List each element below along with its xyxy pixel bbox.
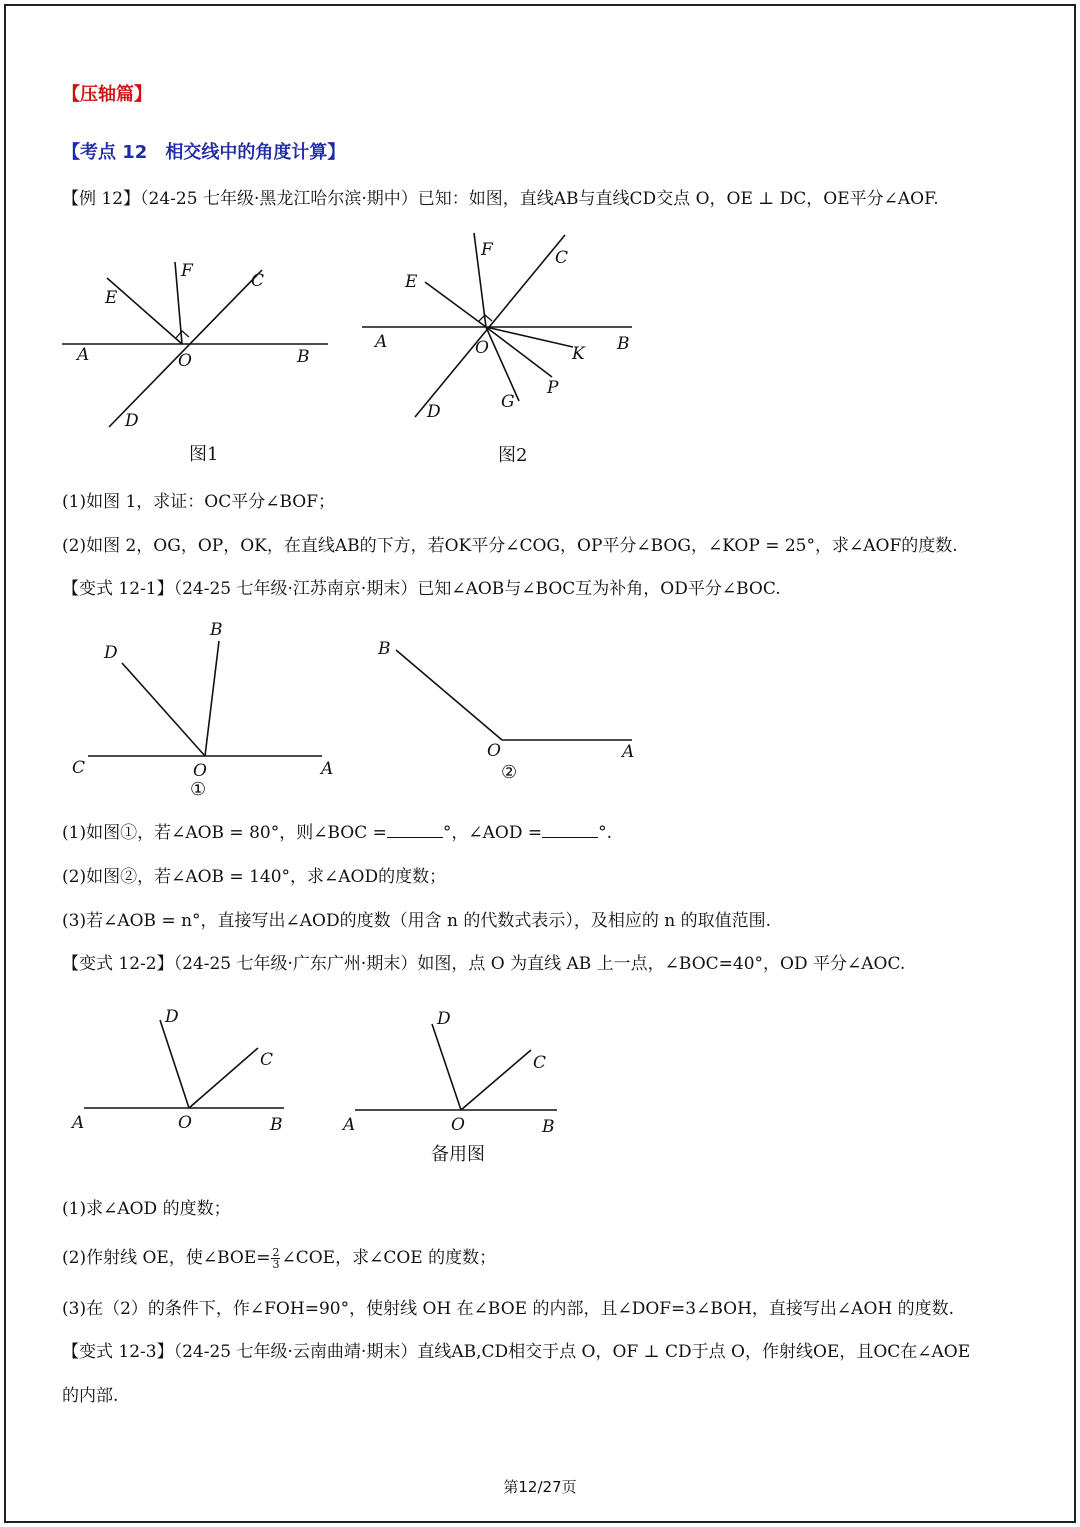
fig2-label-b: B xyxy=(617,334,630,354)
answer-blank-boc[interactable] xyxy=(387,823,443,838)
example-12-figure-1 xyxy=(55,240,345,470)
example-12-text: 已知：如图，直线AB与直线CD交点 O，OE ⊥ DC，OE平分∠AOF. xyxy=(417,189,939,209)
v1-fig1-label-o: O xyxy=(193,761,207,781)
fraction-denominator: 3 xyxy=(272,1258,280,1271)
fig1-label-o: O xyxy=(178,351,192,371)
variant-12-1-label: 【变式 12-1】 xyxy=(62,579,174,599)
variant-12-3-stem xyxy=(62,1341,970,1363)
fig1-label-f: F xyxy=(181,261,193,281)
variant-12-2-q2 xyxy=(62,1247,496,1270)
example-12-q1: (1)如图 1，求证：OC平分∠BOF； xyxy=(62,492,336,512)
v1-fig2-label-a: A xyxy=(622,742,635,762)
variant-12-1-figure-2 xyxy=(370,630,650,790)
section-title: 【压轴篇】 xyxy=(62,84,152,105)
v2-fig1-label-d: D xyxy=(165,1007,179,1027)
v2-fig1-label-a: A xyxy=(72,1113,85,1133)
v1-fig1-label-c: C xyxy=(72,758,86,778)
v2-fig1-label-o: O xyxy=(178,1113,192,1133)
fraction-two-thirds xyxy=(271,1247,280,1270)
v1-fig1-label-b: B xyxy=(210,620,223,640)
v1-q1-part-c: °. xyxy=(598,823,613,843)
fraction-numerator: 2 xyxy=(272,1246,280,1259)
example-12-source: （24-25 七年级·黑龙江哈尔滨·期中） xyxy=(140,189,418,209)
fig2-label-d: D xyxy=(427,402,441,422)
variant-12-1-text: 已知∠AOB与∠BOC互为补角，OD平分∠BOC. xyxy=(417,579,781,599)
fig1-label-c: C xyxy=(251,271,265,291)
variant-12-2-stem xyxy=(62,953,905,975)
v2-fig1-label-c: C xyxy=(260,1050,274,1070)
v1-fig2-caption: ② xyxy=(501,762,518,783)
variant-12-2-label: 【变式 12-2】 xyxy=(62,954,174,974)
variant-12-2-q1: (1)求∠AOD 的度数； xyxy=(62,1199,231,1219)
v2-fig2-label-c: C xyxy=(533,1053,547,1073)
v1-q1-part-a: (1)如图①，若∠AOB = 80°，则∠BOC = xyxy=(62,823,387,843)
variant-12-3-source: （24-25 七年级·云南曲靖·期末） xyxy=(173,1342,418,1362)
variant-12-1-q3: (3)若∠AOB = n°，直接写出∠AOD的度数（用含 n 的代数式表示），及相应的 n 的取值范围. xyxy=(62,911,772,931)
fig1-label-e: E xyxy=(105,288,118,308)
fig2-label-p: P xyxy=(547,378,559,398)
fig1-label-d: D xyxy=(125,411,139,431)
variant-12-1-stem xyxy=(62,578,781,600)
variant-12-2-source: （24-25 七年级·广东广州·期末） xyxy=(173,954,418,974)
fig2-label-f: F xyxy=(481,240,493,260)
variant-12-1-q2: (2)如图②，若∠AOB = 140°，求∠AOD的度数； xyxy=(62,867,447,887)
fig1-label-a: A xyxy=(77,345,90,365)
fig2-label-k: K xyxy=(572,344,585,364)
answer-blank-aod[interactable] xyxy=(542,823,598,838)
variant-12-1-source: （24-25 七年级·江苏南京·期末） xyxy=(173,579,418,599)
v2-fig2-label-d: D xyxy=(437,1009,451,1029)
example-12-q2: (2)如图 2，OG，OP，OK，在直线AB的下方，若OK平分∠COG，OP平分∠BOG，∠KOP = 25°，求∠AOF的度数. xyxy=(62,536,958,556)
v2-fig2-label-b: B xyxy=(542,1117,555,1137)
variant-12-2-q3: (3)在（2）的条件下，作∠FOH=90°，使射线 OH 在∠BOE 的内部，且∠DOF=3∠BOH，直接写出∠AOH 的度数. xyxy=(62,1299,955,1319)
example-12-figure-2 xyxy=(355,225,655,470)
fig2-label-a: A xyxy=(375,332,388,352)
v2-fig2-label-a: A xyxy=(343,1115,356,1135)
page-number: 第12/27页 xyxy=(503,1478,577,1496)
v2-fig2-label-o: O xyxy=(451,1115,465,1135)
v2-fig1-label-b: B xyxy=(270,1115,283,1135)
fig2-label-g: G xyxy=(501,392,515,412)
fig2-label-o: O xyxy=(475,338,489,358)
variant-12-2-text: 如图，点 O 为直线 AB 上一点，∠BOC=40°，OD 平分∠AOC. xyxy=(417,954,906,974)
fig2-caption: 图2 xyxy=(498,445,528,466)
variant-12-2-figure-2 xyxy=(335,1000,575,1170)
variant-12-3-stem-cont: 的内部. xyxy=(62,1386,119,1406)
v1-fig1-caption: ① xyxy=(190,779,207,800)
example-12-stem xyxy=(62,188,939,210)
fig1-caption: 图1 xyxy=(189,444,219,465)
variant-12-1-q1 xyxy=(62,822,612,844)
variant-12-3-text: 直线AB,CD相交于点 O，OF ⊥ CD于点 O，作射线OE，且OC在∠AOE xyxy=(417,1342,971,1362)
v1-fig2-label-b: B xyxy=(378,639,391,659)
variant-12-3-label: 【变式 12-3】 xyxy=(62,1342,174,1362)
v1-fig1-label-a: A xyxy=(321,759,334,779)
fig1-label-b: B xyxy=(297,347,310,367)
v1-q1-part-b: °，∠AOD = xyxy=(442,823,543,843)
fig2-label-e: E xyxy=(405,272,418,292)
variant-12-1-figure-1 xyxy=(60,615,350,805)
v2-q2-part-a: (2)作射线 OE，使∠BOE= xyxy=(62,1248,271,1268)
topic-title: 【考点 12 相交线中的角度计算】 xyxy=(62,142,346,163)
v1-fig1-label-d: D xyxy=(104,643,118,663)
v2-fig2-caption: 备用图 xyxy=(431,1144,485,1165)
v2-q2-part-b: ∠COE，求∠COE 的度数； xyxy=(281,1248,497,1268)
example-12-label: 【例 12】 xyxy=(62,189,141,209)
fig2-label-c: C xyxy=(555,248,569,268)
variant-12-2-figure-1 xyxy=(60,1000,300,1145)
v1-fig2-label-o: O xyxy=(487,741,501,761)
